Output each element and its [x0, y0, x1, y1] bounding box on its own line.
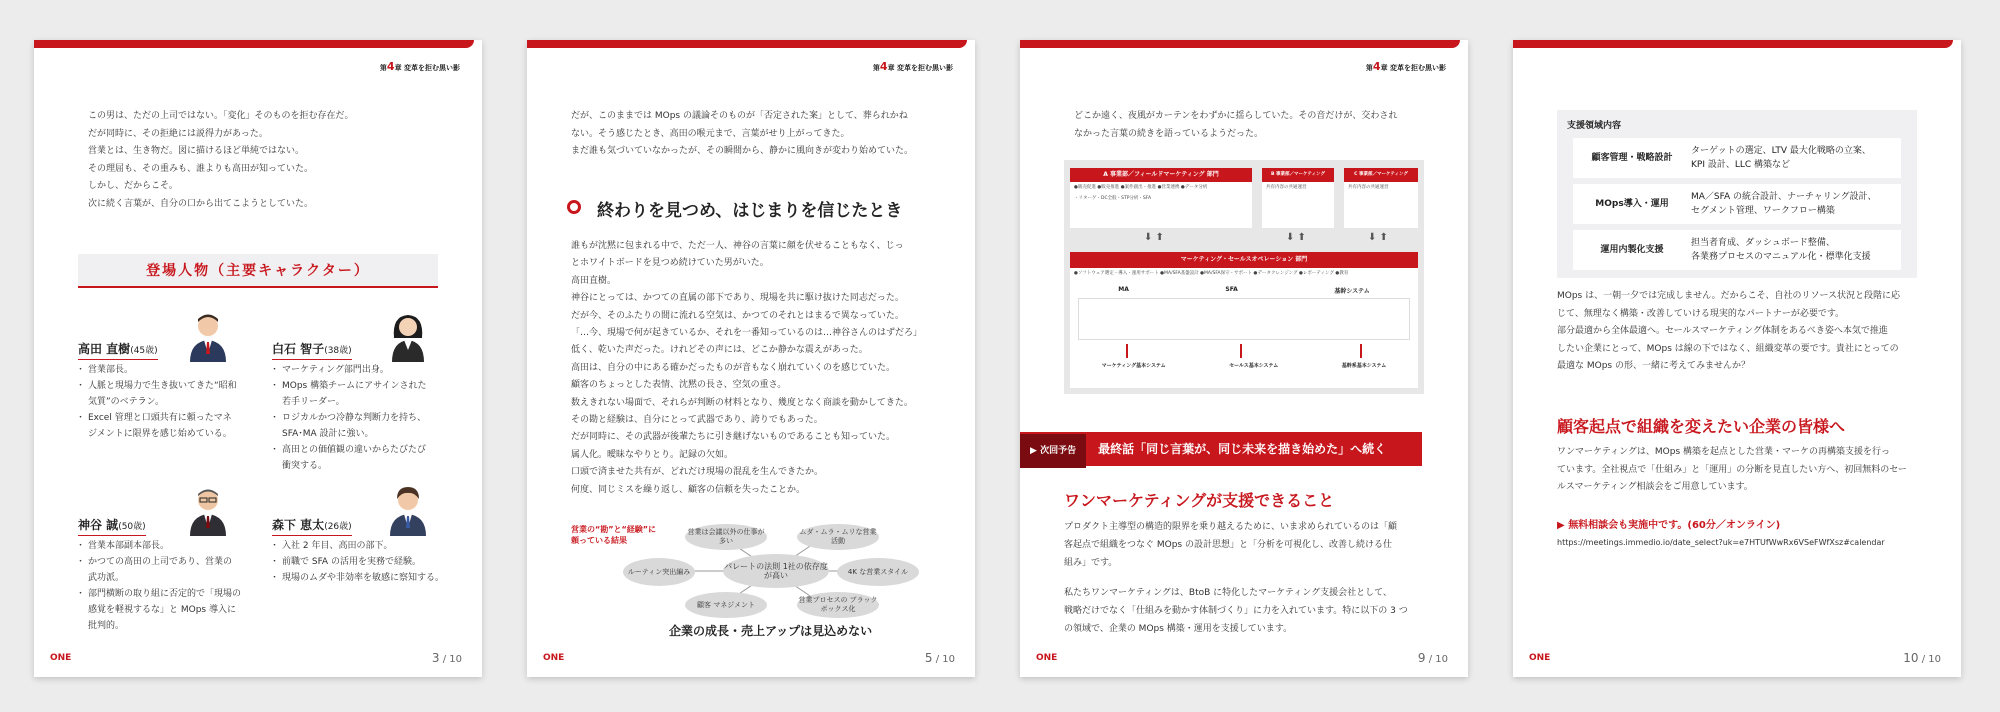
gear-icon: [567, 200, 581, 214]
diagram-node: ムダ・ムラ・ムリな営業活動: [797, 524, 879, 550]
org-chart: [1064, 160, 1424, 394]
cta-body: ワンマーケティングは、MOps 構築を起点とした営業・マーケの再構築支援を行っ ています。全社視点で「仕組み」と「運用」の分断を見直したい方へ、初回無料のセー ルスマーケティング相談会をご用意しています。: [1557, 447, 1907, 492]
diagram-note: 営業の“勘”と“経験”に 頼っている結果: [571, 525, 657, 545]
character-name-shiraishi: 白石 智子(38歳): [272, 340, 352, 360]
support-para-2: 私たちワンマーケティングは、BtoB に特化したマーケティング支援会社として、 戦略だけでなく「仕組みを動かす体制づくり」に力を入れています。特に以下の 3 つ の領域で、企業の MOps 構築・運用を支援しています。: [1064, 588, 1408, 634]
page-3: [34, 40, 482, 677]
company-logo: ONE: [543, 653, 565, 663]
character-desc-shiraishi: ・ マーケティング部門出身。 ・ MOps 構築チームにアサインされた 若手リーダー。 ・ ロジカルかつ冷静な判断力を持ち、 SFA･MA 設計に強い。 ・ 高田との価値観の違いからたびたび 衝突する。: [274, 362, 426, 474]
page-top-bar: [527, 40, 967, 48]
diagram-node: パレートの法則 1社の依存度が高い: [723, 554, 829, 588]
company-logo: ONE: [1036, 653, 1058, 663]
character-name-takada: 高田 直樹(45歳): [78, 340, 158, 360]
org-box-c: C 事業部／マーケティング 共有内容の共通運営: [1344, 168, 1418, 228]
support-para-1: プロダクト主導型の構造的限界を乗り越えるために、いま求められているのは「顧 客起点で組織をつなぐ MOps の設計思想」と「分析を可視化し、改善し続ける仕 組み」です。: [1064, 522, 1398, 568]
chapter-header: 第4章 変革を拒む黒い影: [1365, 60, 1446, 73]
support-row: 運用内製化支援 担当者育成、ダッシュボード整備、 各業務プロセスのマニュアル化・標準化支援: [1573, 230, 1901, 270]
avatar-kamiya: [184, 484, 232, 536]
next-preview-banner[interactable]: ▶ 次回予告 最終話「同じ言葉が、同じ未来を描き始めた」へ続く: [1020, 432, 1422, 466]
character-name-morishita: 森下 恵太(26歳): [272, 516, 352, 536]
character-desc-kamiya: ・ 営業本部副本部長。 ・ かつての高田の上司であり、営業の 武功派。 ・ 部門横断の取り組に否定的で「現場の 感覚を軽視するな」と MOps 導入に 批判的。: [80, 538, 241, 634]
page-number: 3 / 10: [431, 651, 462, 665]
intro-text: この男は、ただの上司ではない。「変化」そのものを拒む存在だ。 だが同時に、その拒絶には説得力があった。 営業とは、生き物だ。図に描けるほど単純ではない。 その理屈も、その重みも、誰よりも高田が知っていた。 しかし、だからこそ。 次に続く言葉が、自分の口から出てこようとしていた。: [88, 111, 354, 209]
play-arrow-icon: ▶: [1557, 520, 1565, 531]
section-title: 終わりを見つめ、はじまりを信じたとき: [597, 201, 903, 221]
diagram-caption: 企業の成長・売上アップは見込めない: [669, 624, 873, 638]
page-9: [1020, 40, 1468, 677]
support-box-title: 支援領域内容: [1567, 121, 1622, 131]
company-logo: ONE: [50, 653, 72, 663]
character-name-kamiya: 神谷 誠(50歳): [78, 516, 146, 536]
cta-link-label[interactable]: ▶ 無料相談会も実施中です。(60分／オンライン): [1557, 520, 1781, 531]
avatar-morishita: [384, 484, 432, 536]
page-top-bar: [1020, 40, 1460, 48]
page-top-bar: [34, 40, 474, 48]
page-number: 10 / 10: [1903, 651, 1941, 665]
intro-text: だが、このままでは MOps の議論そのものが「否定された案」として、葬られかね ない。そう感じたとき、高田の喉元まで、言葉がせり上がってきた。 まだ誰も気づいていなかったが、その瞬間から、静かに風向きが変わり始めていた。: [571, 111, 914, 156]
avatar-shiraishi: [384, 310, 432, 362]
intro-text: どこか遠く、夜風がカーテンをわずかに揺らしていた。その音だけが、交わされ なかった言葉の続きを語っているようだった。: [1074, 111, 1398, 139]
diagram-node: 4K な営業スタイル: [837, 558, 919, 586]
arrow-icon: ⬇ ⬆: [1286, 232, 1306, 243]
chapter-header: 第4章 変革を拒む黒い影: [872, 60, 953, 73]
characters-title: 登場人物（主要キャラクター）: [78, 254, 438, 288]
company-logo: ONE: [1529, 653, 1551, 663]
meeting-url-link[interactable]: https://meetings.immedio.io/date_select?uk=e7HTUfWwRx6VSeFWfXsz#calendar: [1557, 538, 1885, 547]
org-box-b: B 事業部／マーケティング 共有内容の共通運営: [1262, 168, 1334, 228]
arrow-icon: ⬇ ⬆: [1368, 232, 1388, 243]
page-5: [527, 40, 975, 677]
diagram-node: ルーティン突出編み: [623, 558, 695, 586]
page-number: 9 / 10: [1417, 651, 1448, 665]
page-10: [1513, 40, 1961, 677]
arrow-icon: ⬇ ⬆: [1144, 232, 1164, 243]
closing-body: MOps は、一朝一夕では完成しません。だからこそ、自社のリソース状況と段階に応 じて、無理なく構築・改善していける現実的なパートナーが必要です。 部分最適から全体最適へ。セールスマーケティング体制をあるべき姿へ本気で推進 したい企業にとって、MOps は線の下ではなく、組織変革の要です。貴社にとっての 最適な MOps の形、一緒に考えてみませんか？: [1557, 291, 1901, 371]
org-box-mops: マーケティング・セールスオペレーション 部門 ●ソフトウェア選定・導入・運用サポート ●MA/SFA基盤設計 ●MA/SFA保守・サポート ●データクレンジング ●レポーティング ●教育 MA SFA 基幹システム マーケティング基本システム セールス基本システム 基幹系基本システム: [1070, 252, 1418, 388]
page-number: 5 / 10: [924, 651, 955, 665]
page-top-bar: [1513, 40, 1953, 48]
diagram-node: 営業は会議以外の仕事が多い: [685, 524, 767, 550]
preview-tag: ▶ 次回予告: [1020, 434, 1086, 468]
chapter-header: 第4章 変革を拒む黒い影: [379, 60, 460, 73]
character-desc-morishita: ・ 入社 2 年目、高田の部下。 ・ 前職で SFA の活用を実務で経験。 ・ 現場のムダや非効率を敏感に察知する。: [274, 538, 444, 586]
story-body: 誰もが沈黙に包まれる中で、ただ一人、神谷の言葉に顔を伏せることもなく、じっ とホワイトボードを見つめ続けていた男がいた。 高田直樹。 神谷にとっては、かつての直属の部下であり、現場を共に駆け抜けた同志だった。 だが今、そのふたりの間に流れる空気は、かつてのそれとはまるで異なっていた。 「…今、現場で何が起きているか、それを一番知っているのは…神谷さんのはずだろ」 低く、乾いた声だった。けれどその声には、どこか静かな震えがあった。 高田は、自分の中にある確かだったものが音もなく崩れていくのを感じていた。 顧客のちょっとした表情、沈黙の長さ、空気の重さ。 数えきれない場面で、それらが判断の材料となり、幾度となく商談を動かしてきた。 その勘と経験は、自分にとって武器であり、誇りでもあった。 だが同時に、その武器が後輩たちに引き継げないものであることも知っていた。 属人化。曖昧なやりとり。記録の欠如。 口頭で済ませた共有が、どれだけ現場の混乱を生んできたか。 何度、同じミスを繰り返し、顧客の信頼を失ったことか。: [571, 241, 923, 495]
org-box-a: A 事業部／フィールドマーケティング 部門 ●販売促進 ●販売推進 ●案件創出・推進 ●営業連携 ●データ分析 ・リターゲ・DC全般・STP分析・SFA: [1070, 168, 1252, 228]
character-desc-takada: ・ 営業部長。 ・ 人脈と現場力で生き抜いてきた“昭和 気質”のベテラン。 ・ Excel 管理と口頭共有に頼ったマネ ジメントに限界を感じ始めている。: [80, 362, 237, 442]
avatar-takada: [184, 310, 232, 362]
diagram-node: 営業プロセスの ブラックボックス化: [797, 592, 879, 618]
support-row: 顧客管理・戦略設計 ターゲットの選定、LTV 最大化戦略の立案、 KPI 設計、LLC 構築など: [1573, 138, 1901, 178]
support-row: MOps導入・運用 MA／SFA の統合設計、ナーチャリング設計、 セグメント管理、ワークフロー構築: [1573, 184, 1901, 224]
diagram-node: 顧客 マネジメント: [685, 592, 767, 618]
support-areas-box: [1557, 110, 1917, 278]
support-title: ワンマーケティングが支援できること: [1064, 491, 1335, 510]
cta-title: 顧客起点で組織を変えたい企業の皆様へ: [1557, 417, 1846, 436]
